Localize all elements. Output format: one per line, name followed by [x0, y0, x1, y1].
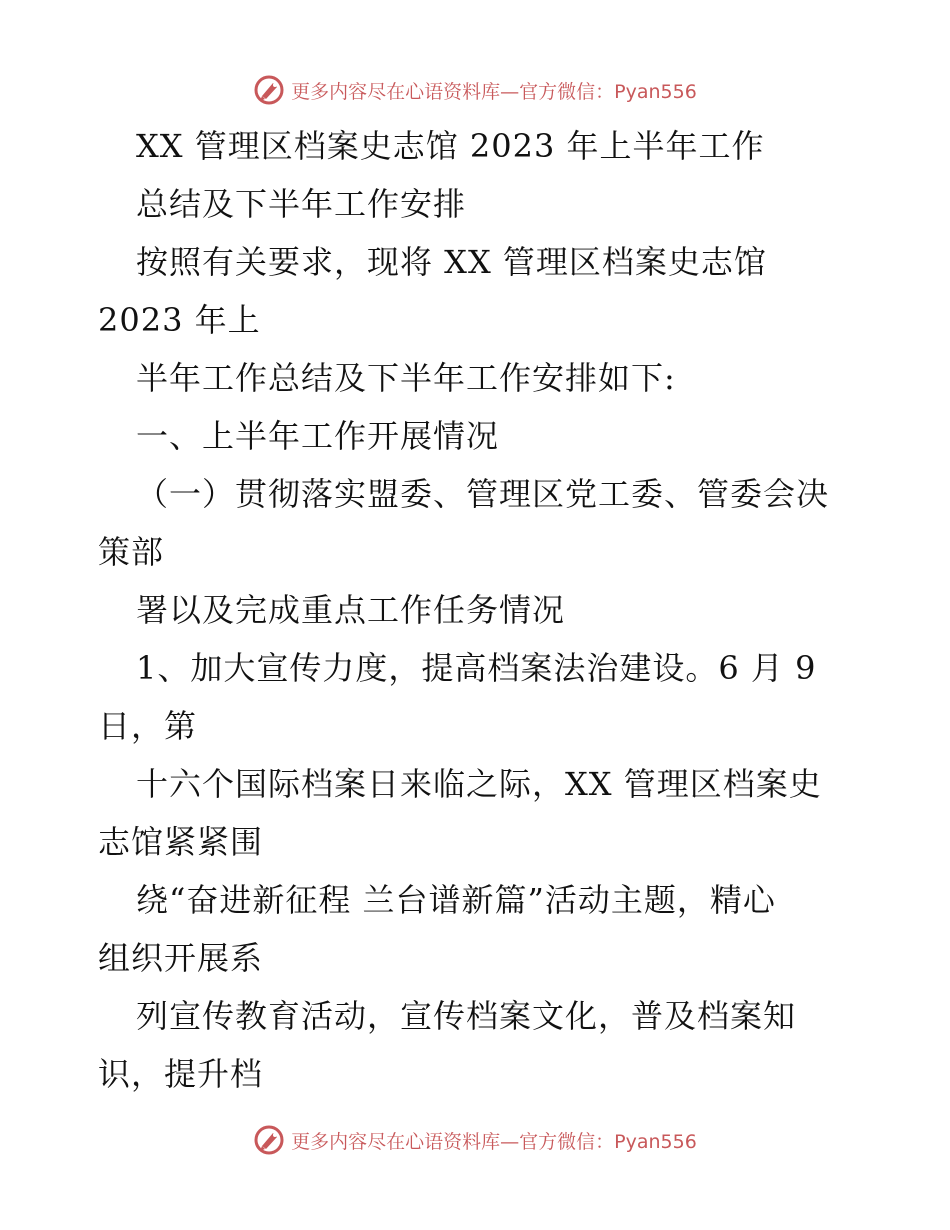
header-banner-content — [253, 74, 697, 106]
paragraph-line: 日，第 — [98, 707, 198, 745]
paragraph-line: 绕“奋进新征程 兰台谱新篇”活动主题，精心 — [136, 881, 776, 919]
paragraph-line: 半年工作总结及下半年工作安排如下: — [136, 359, 676, 397]
header-banner — [0, 70, 950, 110]
section-heading: 一、上半年工作开展情况 — [136, 417, 500, 455]
footer-banner — [0, 1120, 950, 1160]
paragraph-line: 十六个国际档案日来临之际，XX 管理区档案史 — [136, 765, 822, 803]
banner-text: 更多内容尽在心语资料库—官方微信： — [291, 1130, 615, 1153]
paragraph-line: 署以及完成重点工作任务情况 — [136, 591, 566, 629]
paragraph-line: 1、加大宣传力度，提高档案法治建设。6 月 9 — [136, 649, 817, 687]
paragraph-line: 组织开展系 — [98, 939, 264, 977]
subsection-heading: （一）贯彻落实盟委、管理区党工委、管委会决 — [136, 475, 830, 513]
title-line-1: XX 管理区档案史志馆 2023 年上半年工作 — [136, 127, 765, 165]
banner-handle: Pyan556 — [614, 80, 697, 103]
banner-text: 更多内容尽在心语资料库—官方微信： — [291, 80, 615, 103]
footer-banner-content — [253, 1124, 697, 1156]
paragraph-line: 列宣传教育活动，宣传档案文化，普及档案知 — [136, 997, 797, 1035]
title-line-2: 总结及下半年工作安排 — [136, 185, 467, 223]
paragraph-line: 2023 年上 — [98, 301, 261, 339]
paragraph-line: 识，提升档 — [98, 1055, 264, 1093]
paragraph-line: 志馆紧紧围 — [98, 823, 264, 861]
pen-logo-icon — [253, 1124, 285, 1156]
pen-logo-icon — [253, 74, 285, 106]
paragraph-line: 策部 — [98, 533, 165, 571]
paragraph-line: 按照有关要求，现将 XX 管理区档案史志馆 — [136, 243, 767, 281]
banner-handle: Pyan556 — [614, 1130, 697, 1153]
